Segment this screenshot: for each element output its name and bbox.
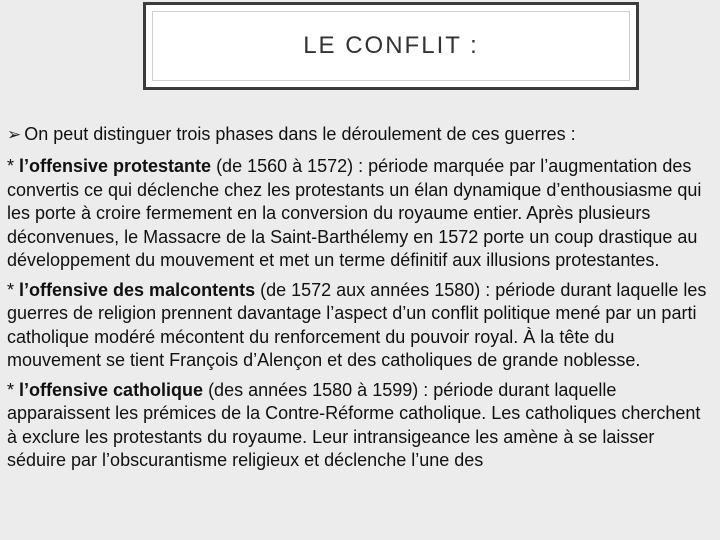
phase-body: (de 1560 à 1572) : période marquée par l’augmentation des convertis ce qui déclenche chez les protestants un élan dynamique d’enthousiasme qui les porte à croire fermement en la conversion du royaume entier. Après plusieurs déconvenues, le Massacre de la Saint-Barthélemy en 1572 porte un coup drastique au développement du mouvement et met un terme définitif aux illusions protestantes. (7, 156, 702, 270)
intro-text: On peut distinguer trois phases dans le déroulement de ces guerres : (24, 124, 576, 144)
phase-bullet: * (7, 379, 20, 400)
phase-malcontents (7, 279, 713, 373)
phase-catholique (7, 379, 713, 473)
phase-heading: l’offensive protestante (19, 156, 212, 176)
phase-body: (des années 1580 à 1599) : période durant laquelle apparaissent les prémices de la Contre-Réforme catholique. Les catholiques cherchent à exclure les protestants du royaume. Leur intransigeance les amène à se laisser séduire par l’obscurantisme religieux et déclenche l’une des (7, 379, 701, 470)
title-box (143, 2, 639, 90)
arrow-bullet-icon: ➢ (7, 125, 22, 144)
phase-heading: l’offensive des malcontents (19, 279, 256, 300)
phase-bullet: * (7, 279, 20, 300)
phase-protestante (7, 155, 713, 273)
slide-content (7, 122, 713, 479)
intro-line (7, 122, 713, 147)
phase-bullet: * (7, 156, 20, 176)
phase-heading: l’offensive catholique (19, 379, 204, 400)
phase-body: (de 1572 aux années 1580) : période durant laquelle les guerres de religion prennent davantage l’aspect d’un conflit politique mené par un parti catholique modéré mécontent du renforcement du pouvoir royal. À la tête du mouvement se tient François d’Alençon et des catholiques de grande noblesse. (7, 279, 707, 370)
slide-title: LE CONFLIT : (303, 32, 479, 59)
